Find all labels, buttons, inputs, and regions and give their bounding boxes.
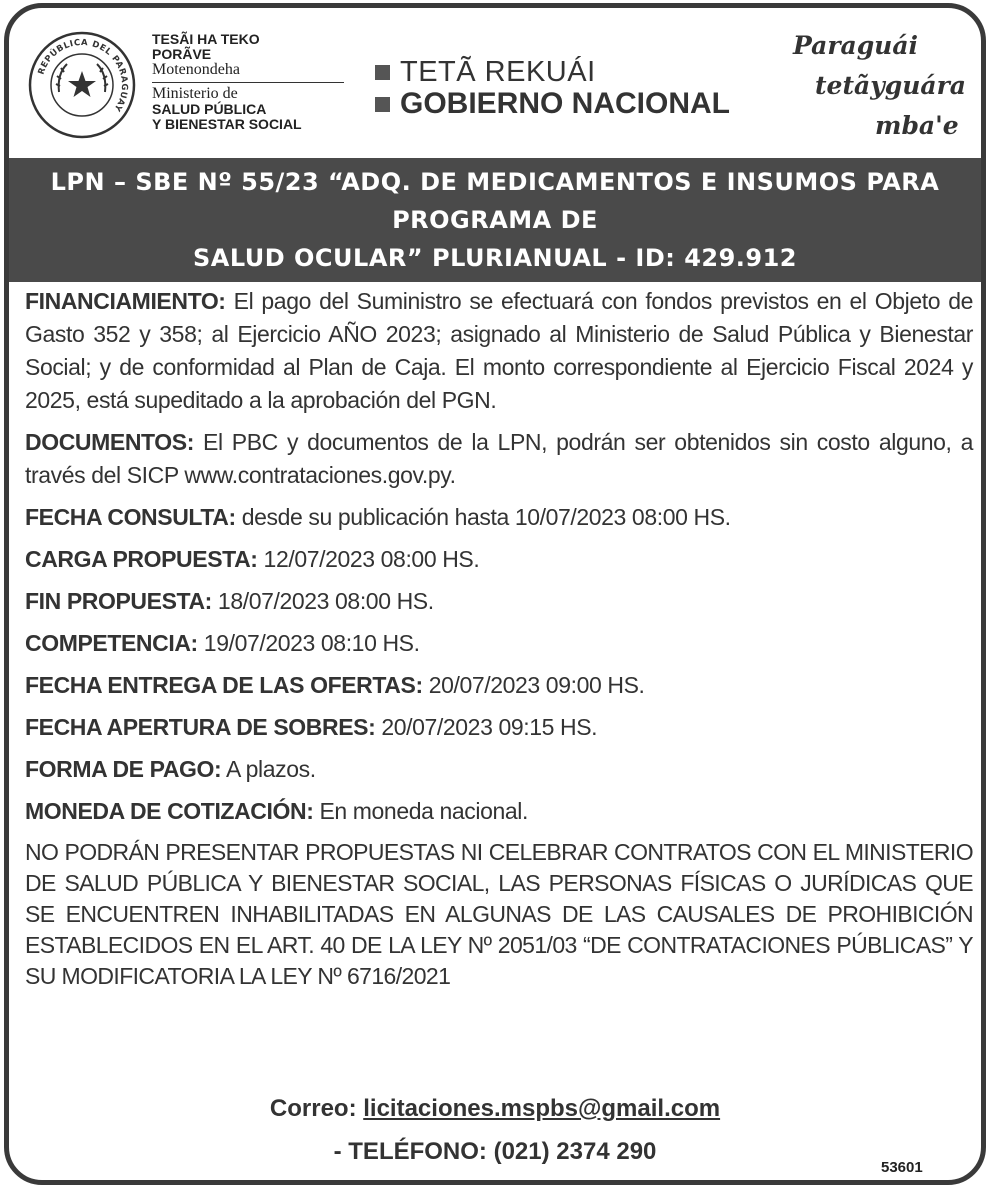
section-text: En moneda nacional. [313,798,528,824]
section-text: A plazos. [221,756,316,782]
government-logo-text [375,56,730,120]
contact-phone [9,1138,981,1166]
square-bullet-icon [375,97,390,112]
national-seal-icon [27,30,137,140]
section-text: 19/07/2023 08:10 HS. [197,630,420,656]
section-text: 20/07/2023 09:00 HS. [422,672,645,698]
notice-frame [4,3,986,1185]
section-label: FORMA DE PAGO: [25,756,222,782]
slogan [789,26,979,146]
slogan-line-3: mba'e [875,111,959,140]
ministry-line-1: TESÃI HA TEKO [152,31,260,47]
notice-body [25,285,973,1001]
title-line-1: LPN – SBE Nº 55/23 “ADQ. DE MEDICAMENTOS E INSUMOS PARA PROGRAMA DE [50,168,940,234]
ministry-line-2: PORÃVE [152,46,212,62]
email-label: Correo: [269,1095,364,1122]
section-label: MONEDA DE COTIZACIÓN: [25,798,314,824]
section-label: CARGA PROPUESTA: [25,546,258,572]
section-documents [25,426,973,492]
title-banner [9,158,981,282]
seal-text: REPÚBLICA DEL PARAGUAY [36,37,130,114]
section-offer-delivery [25,669,973,702]
slogan-line-2: tetãyguára [815,71,966,100]
section-text: 12/07/2023 08:00 HS. [257,546,480,572]
section-label: FECHA APERTURA DE SOBRES: [25,714,376,740]
title-line-2: SALUD OCULAR” PLURIANUAL - ID: 429.912 [192,244,798,272]
section-consultation-date [25,501,973,534]
header [9,8,981,158]
phone-label: - TELÉFONO: [333,1138,494,1165]
ministry-line-4: Ministerio de [152,85,238,102]
section-label: FECHA CONSULTA: [25,504,236,530]
section-text: 20/07/2023 09:15 HS. [375,714,598,740]
contact-email [9,1095,981,1123]
prohibition-notice: NO PODRÁN PRESENTAR PROPUESTAS NI CELEBRAR CONTRATOS CON EL MINISTERIO DE SALUD PÚBLICA Y BIENESTAR SOCIAL, LAS PERSONAS FÍSICAS O JURÍDICAS QUE SE ENCUENTREN INHABILITADAS EN ALGUNAS DE LAS CAUSALES DE PROHIBICIÓN ESTABLECIDOS EN EL ART. 40 DE LA LEY Nº 2051/03 “DE CONTRATACIONES PÚBLICAS” Y SU MODIFICATORIA LA LEY Nº 6716/2021 [25,839,973,989]
section-text: El PBC y documentos de la LPN, podrán ser obtenidos sin costo alguno, a través del SICP www.contrataciones.gov.py. [25,429,973,488]
ministry-line-5: SALUD PÚBLICA [152,101,267,117]
ministry-divider [152,82,344,83]
email-link[interactable]: licitaciones.mspbs@gmail.com [363,1095,721,1122]
government-line-1: TETÃ REKUÁI [400,55,596,88]
phone-number: (021) 2374 290 [493,1138,657,1165]
publication-code: 53601 [881,1159,923,1176]
section-label: COMPETENCIA: [25,630,198,656]
section-proposal-upload [25,543,973,576]
section-label: DOCUMENTOS: [25,429,194,455]
section-envelope-opening [25,711,973,744]
section-competition [25,627,973,660]
section-label: FINANCIAMIENTO: [25,288,226,314]
ministry-line-6: Y BIENESTAR SOCIAL [152,116,302,132]
section-label: FIN PROPUESTA: [25,588,212,614]
section-label: FECHA ENTREGA DE LAS OFERTAS: [25,672,423,698]
section-text: El pago del Suministro se efectuará con fondos previstos en el Objeto de Gasto 352 y 358; al Ejercicio AÑO 2023; asignado al Ministerio de Salud Pública y Bienestar Social; y de conformidad al Plan de Caja. El monto correspondiente al Ejercicio Fiscal 2024 y 2025, está supeditado a la aprobación del PGN. [25,288,973,413]
ministry-logo-text [152,32,352,132]
section-proposal-end [25,585,973,618]
slogan-line-1: Paraguái [793,31,919,60]
ministry-line-3: Motenondeha [152,61,240,78]
section-financing [25,285,973,417]
government-line-2: GOBIERNO NACIONAL [400,87,730,120]
section-text: 18/07/2023 08:00 HS. [211,588,434,614]
section-payment-method [25,753,973,786]
section-text: desde su publicación hasta 10/07/2023 08:00 HS. [235,504,731,530]
section-currency [25,795,973,828]
square-bullet-icon [375,65,390,80]
